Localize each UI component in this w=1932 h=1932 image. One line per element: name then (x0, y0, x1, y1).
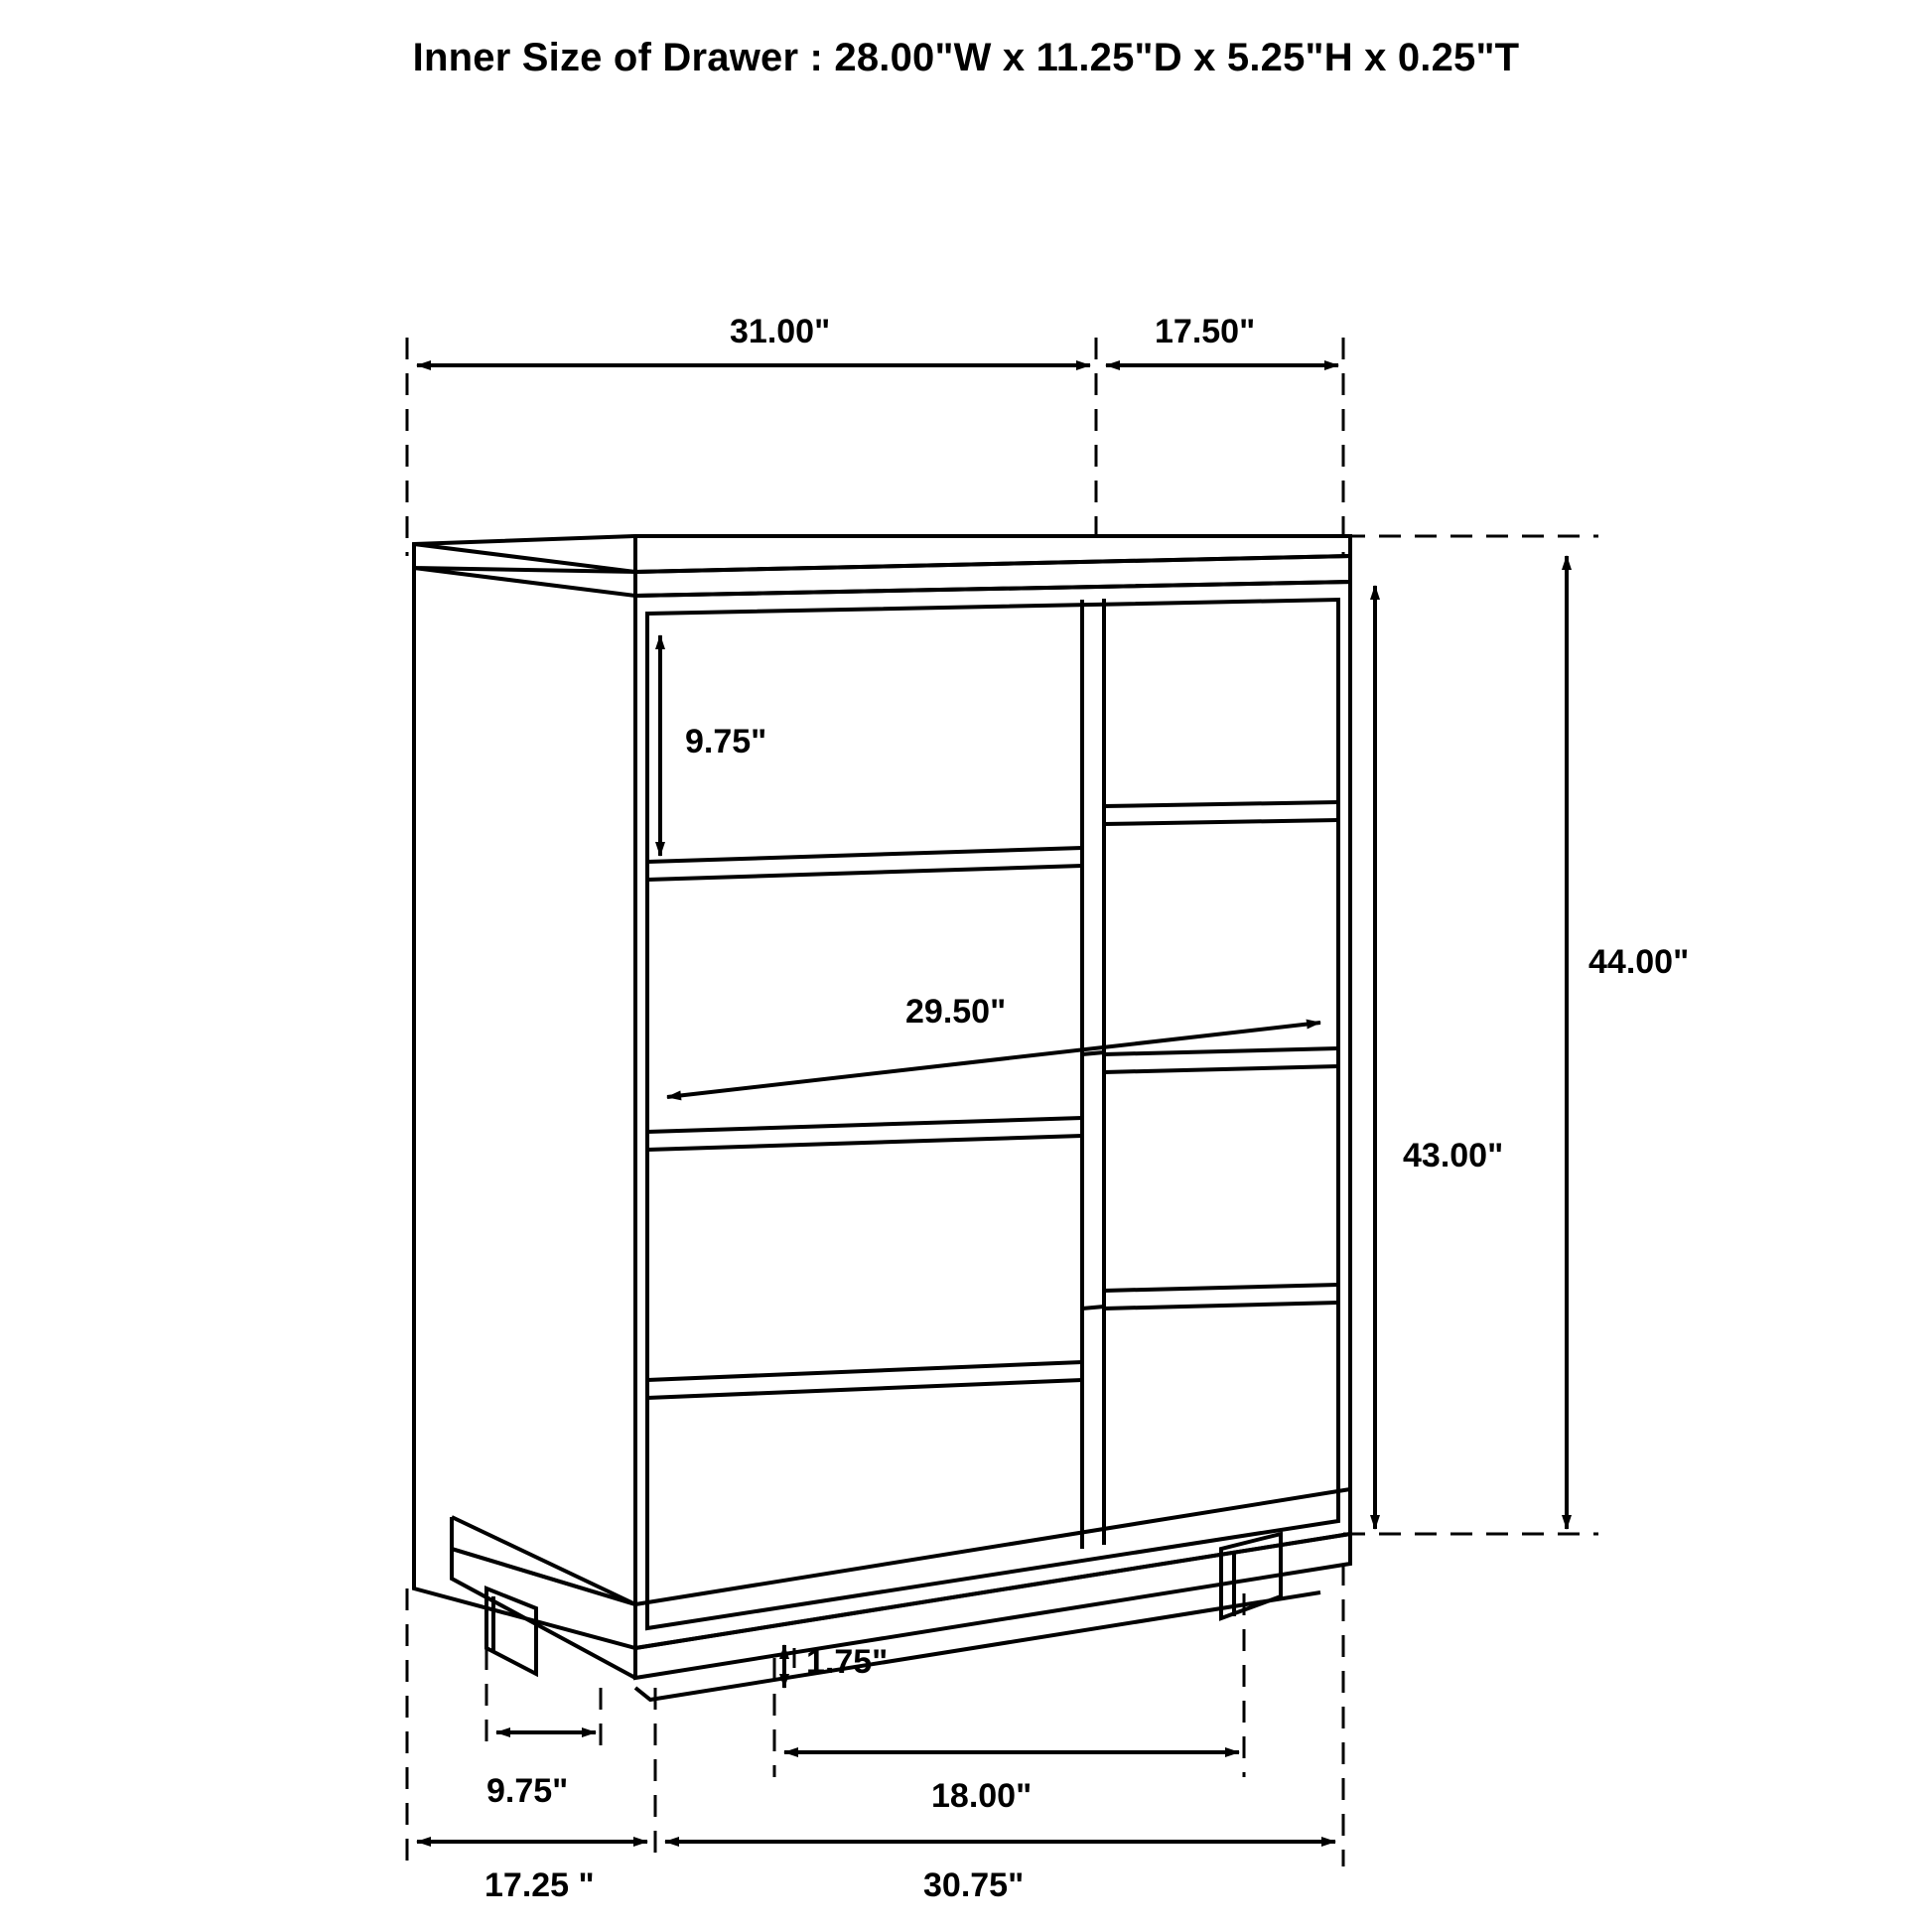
dimension-label-drawer-width: 29.50" (905, 993, 1007, 1031)
dimension-label-leg-depth: 9.75" (486, 1772, 569, 1810)
dimension-label-overall-height: 44.00" (1588, 943, 1690, 981)
dimension-label-base-depth: 17.25 " (484, 1866, 595, 1904)
dimension-label-top-width: 31.00" (730, 313, 831, 350)
dimension-label-drawer-face-height: 9.75" (685, 723, 767, 760)
dimension-label-leg-height: 1.75" (806, 1643, 889, 1681)
dimension-label-leg-span: 18.00" (931, 1777, 1033, 1815)
dimension-label-case-height: 43.00" (1403, 1137, 1504, 1174)
dimension-label-top-depth: 17.50" (1155, 313, 1256, 350)
page-title: Inner Size of Drawer : 28.00"W x 11.25"D x 5.25"H x 0.25"T (412, 36, 1520, 79)
dimension-label-base-width: 30.75" (923, 1866, 1025, 1904)
chest-body (414, 536, 1350, 1700)
